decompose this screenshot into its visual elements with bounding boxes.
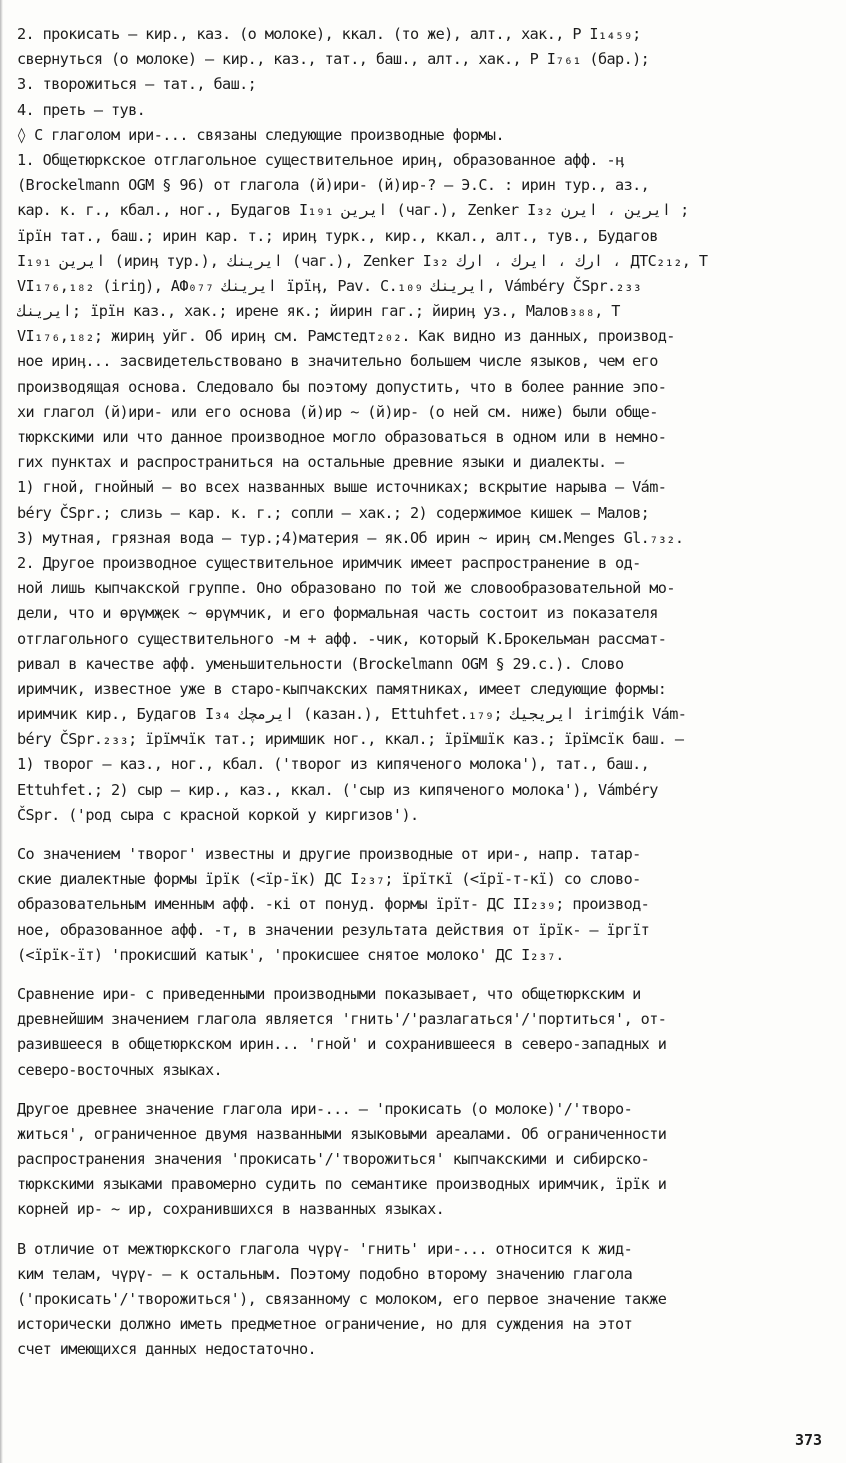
text-line: ной лишь кыпчакской группе. Оно образовано по той же словообразовательной мо- (17, 579, 675, 598)
text-line: образовательным именным афф. -кі от понуд. формы ïрїт- ДС II₂₃₉; производ- (17, 895, 650, 914)
text-line: ские диалектные формы ïрїк (<ïр-їк) ДС I₂₃₇; ïрїткї (<ïрї-т-кї) со слово- (17, 870, 641, 889)
text-line: хи глагол (й)ири- или его основа (й)ир ~ (й)ир- (о ней см. ниже) были обще- (17, 402, 658, 421)
text-line: (<ïрїк-їт) 'прокисший катык', 'прокисшее снятое молоко' ДС I₂₃₇. (17, 945, 564, 964)
text-line: 4. преть – тув. (17, 100, 146, 119)
text-line: 1) гной, гнойный – во всех названных выше источниках; вскрытие нарыва – Vám- (17, 478, 667, 497)
text-line: древнейшим значением глагола является 'гнить'/'разлагаться'/'портиться', от- (17, 1010, 667, 1029)
text-line: ïрїн тат., баш.; ирин кар. т.; ириӊ турк., кир., ккал., алт., тув., Будагов (17, 226, 658, 245)
text-line: иримчик кир., Будагов I₃₄ ايرمچك (казан.), Ettuhfet.₁₇₉; ايريجيك irimǵik Vám- (17, 705, 687, 724)
text-line: иримчик, известное уже в старо-кыпчакских памятниках, имеет следующие формы: (17, 679, 667, 698)
text-line: VI₁₇₆,₁₈₂ (iriŋ), АФ₀₇₇ ايرينك ïрїӊ, Pav. C.₁₀₉ ايرينك, Vámbéry ČSpr.₂₃₃ (17, 276, 642, 295)
text-line: производящая основа. Следовало бы поэтому допустить, что в более ранние эпо- (17, 377, 667, 396)
text-line: VI₁₇₆,₁₈₂; жириӊ уйг. Об ириӊ см. Рамстедт₂₀₂. Как видно из данных, производ- (17, 327, 675, 346)
text-line: ('прокисать'/'творожиться'), связанному с молоком, его первое значение также (17, 1290, 667, 1308)
page-number: 373 (795, 1431, 823, 1449)
document-body (17, 22, 835, 1363)
text-line: северо-восточных языках. (17, 1060, 223, 1079)
text-line: гих пунктах и распространиться на остальные древние языки и диалекты. – (17, 453, 624, 472)
scan-edge-shadow (0, 0, 3, 1463)
paragraph-block-2 (17, 842, 835, 968)
text-line: ривал в качестве афф. уменьшительности (Brockelmann OGM § 29.c.). Слово (17, 654, 624, 673)
text-line: 3. творожиться – тат., баш.; (17, 75, 257, 94)
text-line: ايرينك; ïрїн каз., хак.; ирене як.; йирин гаг.; йириӊ уз., Малов₃₈₈, Т (17, 302, 620, 321)
text-line: Ettuhfet.; 2) сыр – кир., каз., ккал. ('сыр из кипяченого молока'), Vámbéry (17, 780, 658, 799)
text-line: кар. к. г., кбал., ног., Будагов I₁₉₁ ايرين (чаг.), Zenker I₃₂ ايرين ، ايرن ; (17, 201, 690, 220)
text-line: свернуться (о молоке) – кир., каз., тат., баш., алт., хак., Р I₇₆₁ (бар.); (17, 50, 650, 69)
text-line: 1) творог – каз., ног., кбал. ('творог из кипяченого молока'), тат., баш., (17, 755, 650, 774)
text-line: ČSpr. ('род сыра с красной коркой у киргизов'). (17, 805, 419, 824)
text-line: I₁₉₁ ايرين (ириӊ тур.), ايرينك (чаг.), Zenker I₃₂ ارك ، ايرك ، ارك ، ДТС₂₁₂, Т (17, 251, 708, 270)
text-line: (Brockelmann OGM § 96) от глагола (й)ири- (й)ир-? – Э.С. : ирин тур., аз., (17, 176, 650, 195)
text-line: 2. прокисать – кир., каз. (о молоке), ккал. (то же), алт., хак., Р I₁₄₅₉; (17, 25, 641, 43)
paragraph-block-5 (17, 1237, 835, 1363)
text-line: отглагольного существительного -м + афф. -чик, который К.Брокельман рассмат- (17, 629, 667, 648)
paragraph-block-1 (17, 22, 835, 828)
text-line: Сравнение ири- с приведенными производными показывает, что общетюркским и (17, 984, 641, 1003)
text-line: béry ČSpr.; слизь – кар. к. г.; сопли – хак.; 2) содержимое кишек – Малов; (17, 503, 650, 522)
text-line: исторически должно иметь предметное ограничение, но для суждения на этот (17, 1315, 633, 1334)
paragraph-block-3 (17, 982, 835, 1083)
text-line: béry ČSpr.₂₃₃; ïрїмчїк тат.; иримшик ног., ккал.; ïрїмшїк каз.; ïрїмсїк баш. – (17, 730, 684, 749)
text-line: ное ириӊ... засвидетельствовано в значительно большем числе языков, чем его (17, 352, 658, 371)
text-line: ное, образованное афф. -т, в значении результата действия от ïрїк- – ïргїт (17, 920, 650, 939)
text-line: ким телам, чүрү- – к остальным. Поэтому подобно второму значению глагола (17, 1264, 633, 1283)
text-line: 1. Общетюркское отглагольное существительное ириӊ, образованное афф. -ӊ (17, 150, 624, 169)
text-line: В отличие от межтюркского глагола чүрү- 'гнить' ири-... относится к жид- (17, 1239, 633, 1258)
text-line: ◊ С глаголом ири-... связаны следующие производные формы. (17, 125, 504, 144)
text-line: разившееся в общетюркском ирин... 'гной' и сохранившееся в северо-западных и (17, 1035, 667, 1054)
text-line: корней ир- ~ ир, сохранившихся в названных языках. (17, 1200, 445, 1219)
text-line: тюркскими или что данное производное могло образоваться в одном или в немно- (17, 428, 667, 446)
text-line: распространения значения 'прокисать'/'творожиться' кыпчакскими и сибирско- (17, 1150, 650, 1169)
text-line: счет имеющихся данных недостаточно. (17, 1340, 317, 1359)
text-line: житься', ограниченное двумя названными языковыми ареалами. Об ограниченности (17, 1124, 667, 1143)
text-line: 2. Другое производное существительное иримчик имеет распространение в од- (17, 553, 641, 572)
text-line: тюркскими языками правомерно судить по семантике производных иримчик, ïрїк и (17, 1175, 667, 1194)
text-line: 3) мутная, грязная вода – тур.;4)материя – як.Об ирин ~ ириӊ см.Menges Gl.₇₃₂. (17, 528, 684, 547)
text-line: Со значением 'творог' известны и другие производные от ири-, напр. татар- (17, 845, 641, 863)
paragraph-block-4 (17, 1097, 835, 1223)
text-line: дели, что и өрүмҗек ~ өрүмчик, и его формальная часть состоит из показателя (17, 604, 658, 623)
text-line: Другое древнее значение глагола ири-... – 'прокисать (о молоке)'/'творо- (17, 1099, 633, 1118)
